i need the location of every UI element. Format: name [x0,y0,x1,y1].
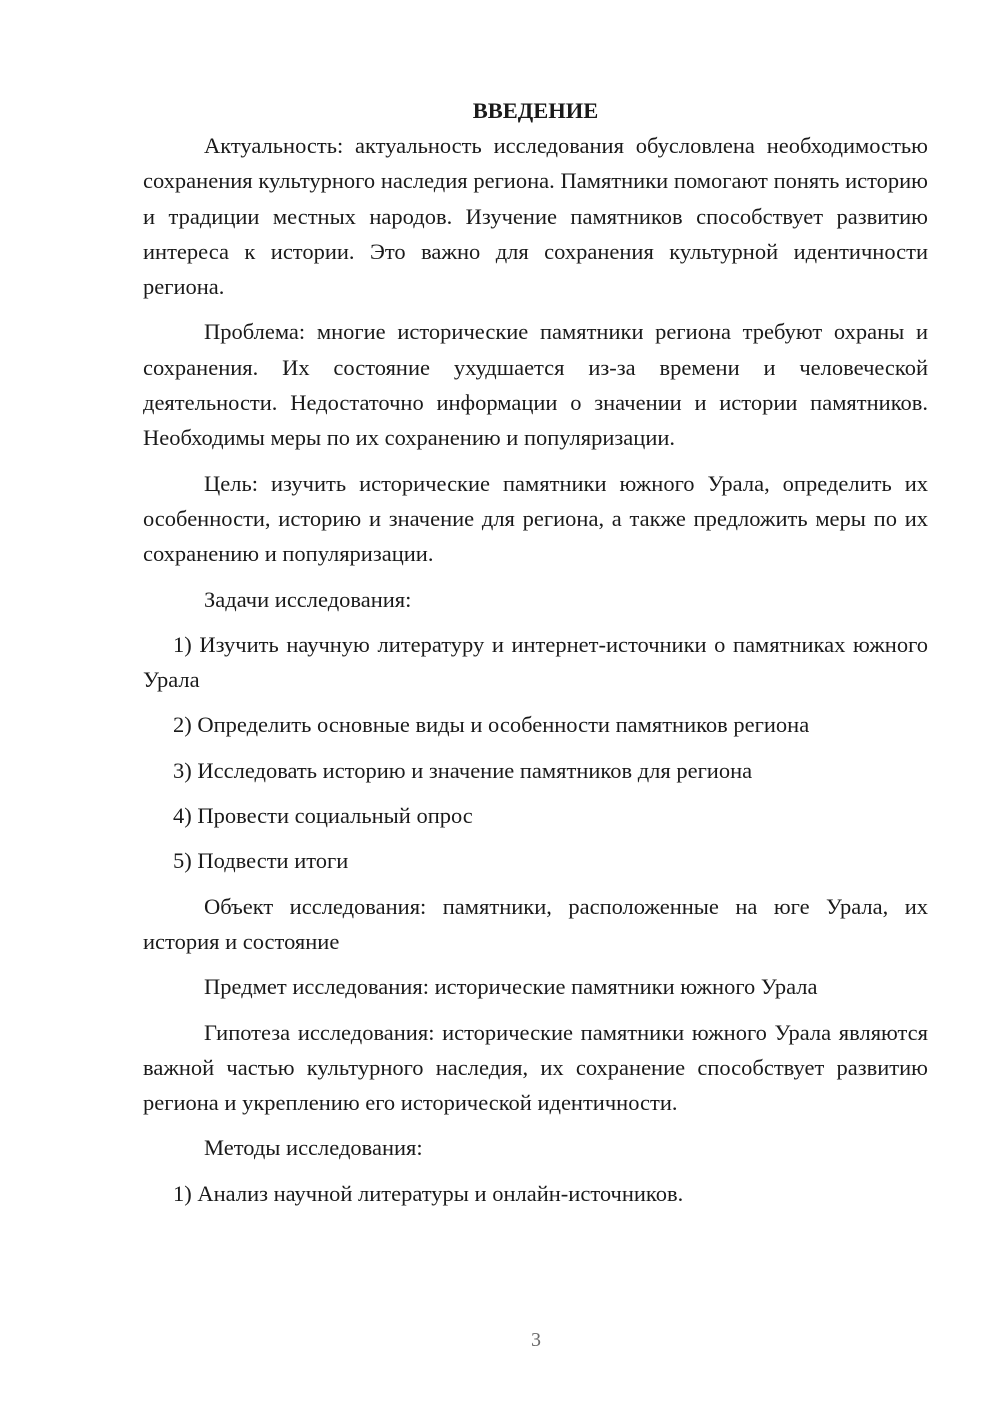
paragraph-subject: Предмет исследования: исторические памятники южного Урала [204,974,818,1000]
method-item: 1) Анализ научной литературы и онлайн-источников. [173,1180,684,1206]
page-number: 3 [531,1329,541,1351]
tasks-heading: Задачи исследования: [204,586,412,612]
task-item: 3) Исследовать историю и значение памятников для региона [173,757,753,783]
methods-heading: Методы исследования: [204,1135,423,1161]
task-item: 2) Определить основные виды и особенности памятников региона [173,712,810,738]
document-page [143,93,928,1221]
paragraph-problem: Проблема: многие исторические памятники региона требуют охраны и сохранения. Их состояние ухудшается из-за времени и человеческой деятельности. Недостаточно информации о значении и истории памятников. Необходимы меры по их сохранению и популяризации. [143,319,928,451]
paragraph-hypothesis: Гипотеза исследования: исторические памятники южного Урала являются важной частью культурного наследия, их сохранение способствует развитию региона и укреплению его исторической идентичности. [143,1019,928,1116]
paragraph-object: Объект исследования: памятники, расположенные на юге Урала, их история и состояние [143,893,928,954]
paragraph-relevance: Актуальность: актуальность исследования обусловлена необходимостью сохранения культурного наследия региона. Памятники помогают понять историю и традиции местных народов. Изучение памятников способствует развитию интереса к истории. Это важно для сохранения культурной идентичности региона. [143,133,928,300]
section-title: ВВЕДЕНИЕ [472,98,599,123]
paragraph-goal: Цель: изучить исторические памятники южного Урала, определить их особенности, историю и значение для региона, а также предложить меры по их сохранению и популяризации. [143,470,928,567]
task-item: 4) Провести социальный опрос [173,803,473,829]
task-item: 5) Подвести итоги [173,848,349,874]
task-item: 1) Изучить научную литературу и интернет-источники о памятниках южного Урала [143,631,928,693]
